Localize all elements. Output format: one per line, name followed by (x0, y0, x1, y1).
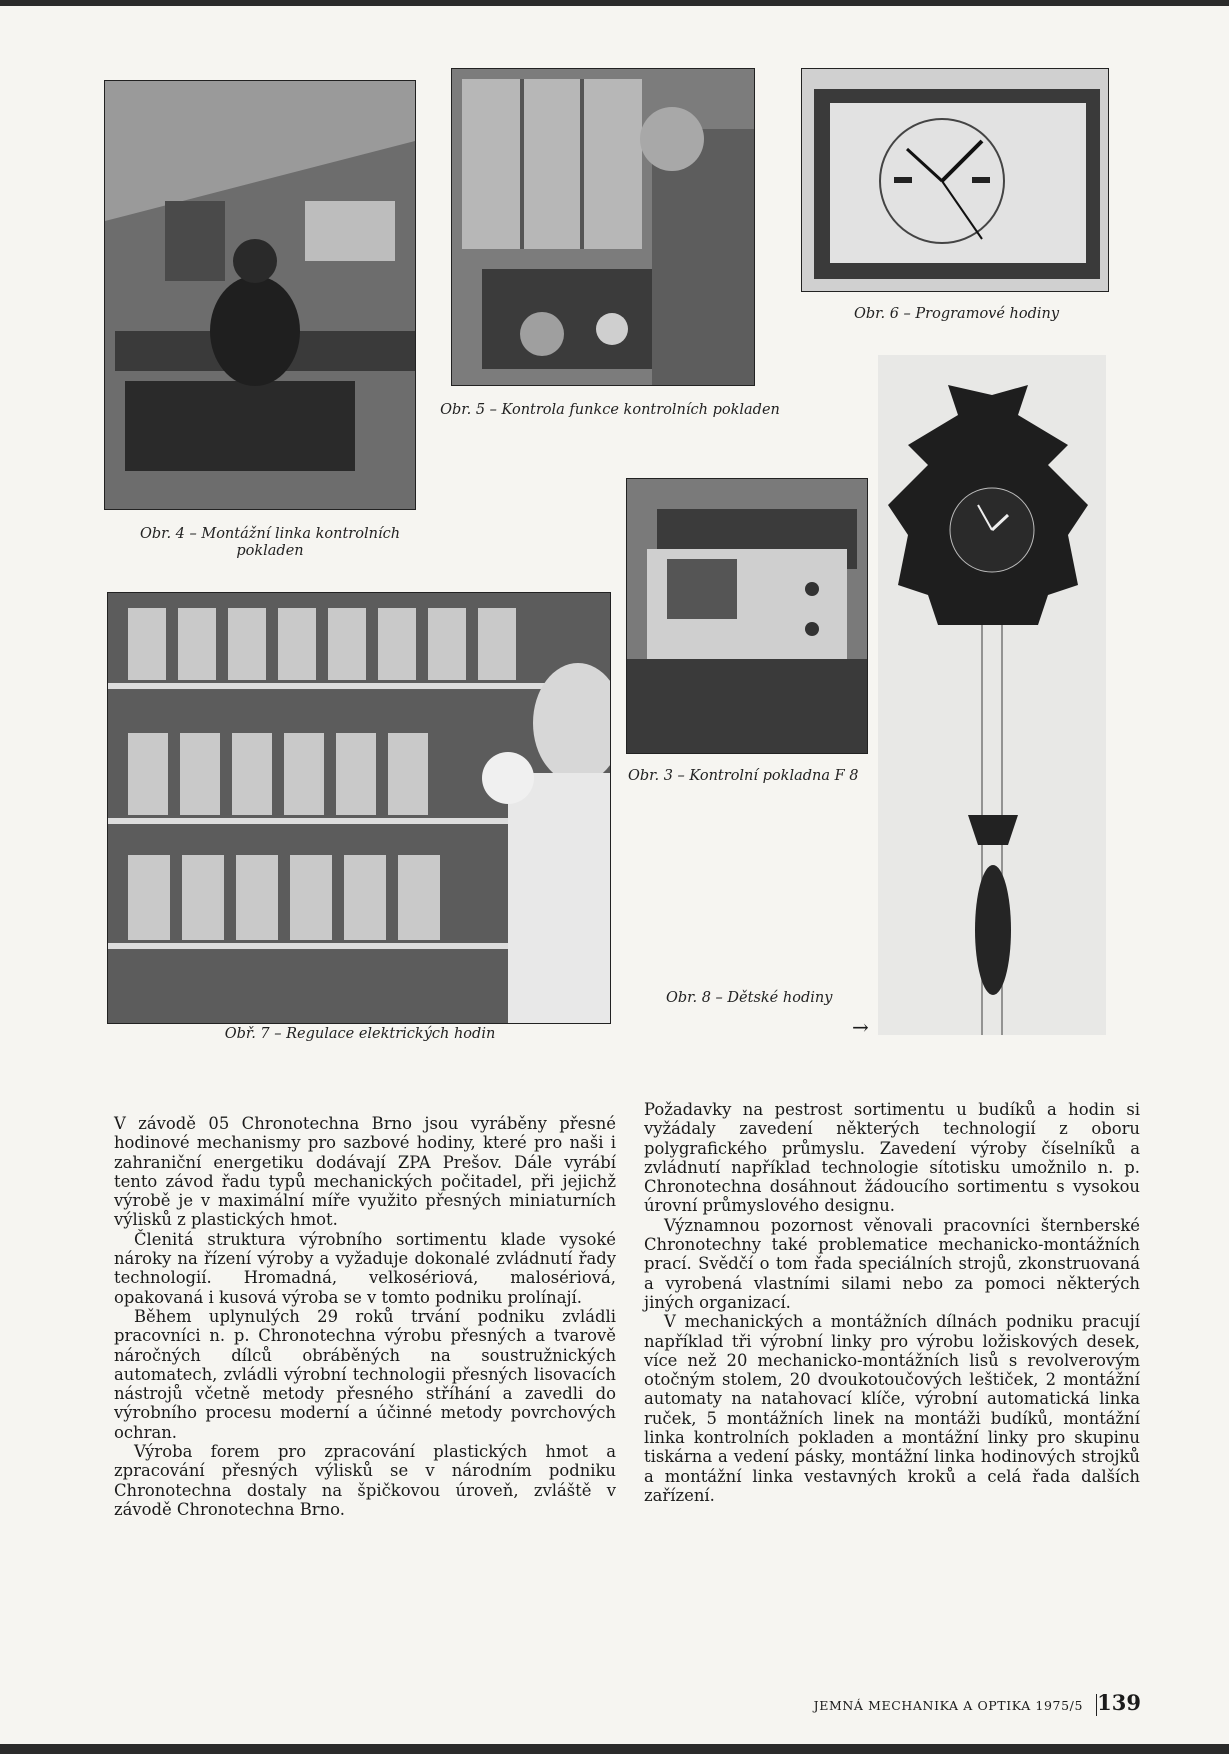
page-number: 139 (1097, 1690, 1141, 1715)
caption-fig8: Obr. 8 – Dětské hodiny (666, 990, 833, 1006)
photo-cash-register (626, 478, 868, 754)
photo-program-clock (801, 68, 1109, 292)
continue-arrow: → (852, 1015, 869, 1039)
photo-function-check (451, 68, 755, 386)
paragraph: Výroba forem pro zpracování plastických hmot a zpracování přesných výlisků se v národním podniku Chronotechna dostaly na špičkovou úroveň, zvláště v závodě Chronotechna Brno. (114, 1442, 616, 1519)
photo-assembly-line (104, 80, 416, 510)
scan-edge-top (0, 0, 1229, 6)
page-footer (800, 1690, 1145, 1720)
paragraph: V mechanických a montážních dílnách podniku pracují například tři výrobní linky pro výrobu ložiskových desek, více než 20 mechanicko-montážních lisů s revolverovým otočným stolem, 20 dvoukotoučových leštiček, 2 montážní automaty na natahovací klíče, výrobní automatická linka ruček, 5 montážních linek na montáži budíků, montážní linka kontrolních pokladen a montážní linky pro skupinu tiskárna a vedení pásky, montážní linka hodinových strojků a montážní linka vestavných kroků a celá řada dalších zařízení. (644, 1312, 1140, 1505)
caption-fig3: Obr. 3 – Kontrolní pokladna F 8 (628, 768, 859, 784)
caption-fig7: Obř. 7 – Regulace elektrických hodin (224, 1026, 496, 1042)
photo-childrens-cuckoo-clock (878, 355, 1106, 1035)
caption-fig6: Obr. 6 – Programové hodiny (854, 306, 1060, 322)
paragraph: V závodě 05 Chronotechna Brno jsou vyráběny přesné hodinové mechanismy pro sazbové hodiny, které pro naši i zahraniční energetiku dodávají ZPA Prešov. Dále vyrábí tento závod řadu typů mechanických počitadel, při jejichž výrobě je v maximální míře využito přesných miniaturních výlisků z plastických hmot. (114, 1114, 616, 1230)
paragraph: Členitá struktura výrobního sortimentu klade vysoké nároky na řízení výroby a vyžaduje dokonalé zvládnutí řady technologií. Hromadná, velkosériová, malosériová, opakovaná i kusová výroba se v tomto podniku prolínají. (114, 1229, 616, 1307)
paragraph: Požadavky na pestrost sortimentu u budíků a hodin si vyžádaly zavedení některých technologií z oboru polygrafického průmyslu. Zavedení výroby číselníků a zvládnutí například technologie sítotisku umožnilo n. p. Chronotechna dosáhnout žádoucího sortimentu s vysokou úrovní průmyslového designu. (644, 1100, 1140, 1216)
journal-name: JEMNÁ MECHANIKA A OPTIKA 1975/5 (813, 1698, 1083, 1713)
paragraph: Během uplynulých 29 roků trvání podniku zvládli pracovníci n. p. Chronotechna výrobu přesných a tvarově náročných dílců obráběných na soustružnických automatech, zvládli výrobní technologii přesných lisovacích nástrojů včetně metody přesného stříhání a zavedli do výrobního procesu moderní a účinné metody povrchových ochran. (114, 1306, 616, 1442)
text-column-right (644, 1100, 1140, 1505)
paragraph: Významnou pozornost věnovali pracovníci šternberské Chronotechny také problematice mechanicko-montážních prací. Svědčí o tom řada speciálních strojů, zkonstruovaná a vyrobená vlastními silami nebo za pomoci některých jiných organizací. (644, 1215, 1140, 1312)
caption-fig4: Obr. 4 – Montážní linka kontrolních pokladen (139, 526, 401, 559)
text-column-left (114, 1114, 616, 1519)
scan-edge-bottom (0, 1744, 1229, 1754)
photo-clock-regulation (107, 592, 611, 1024)
caption-fig5: Obr. 5 – Kontrola funkce kontrolních pokladen (440, 402, 780, 418)
